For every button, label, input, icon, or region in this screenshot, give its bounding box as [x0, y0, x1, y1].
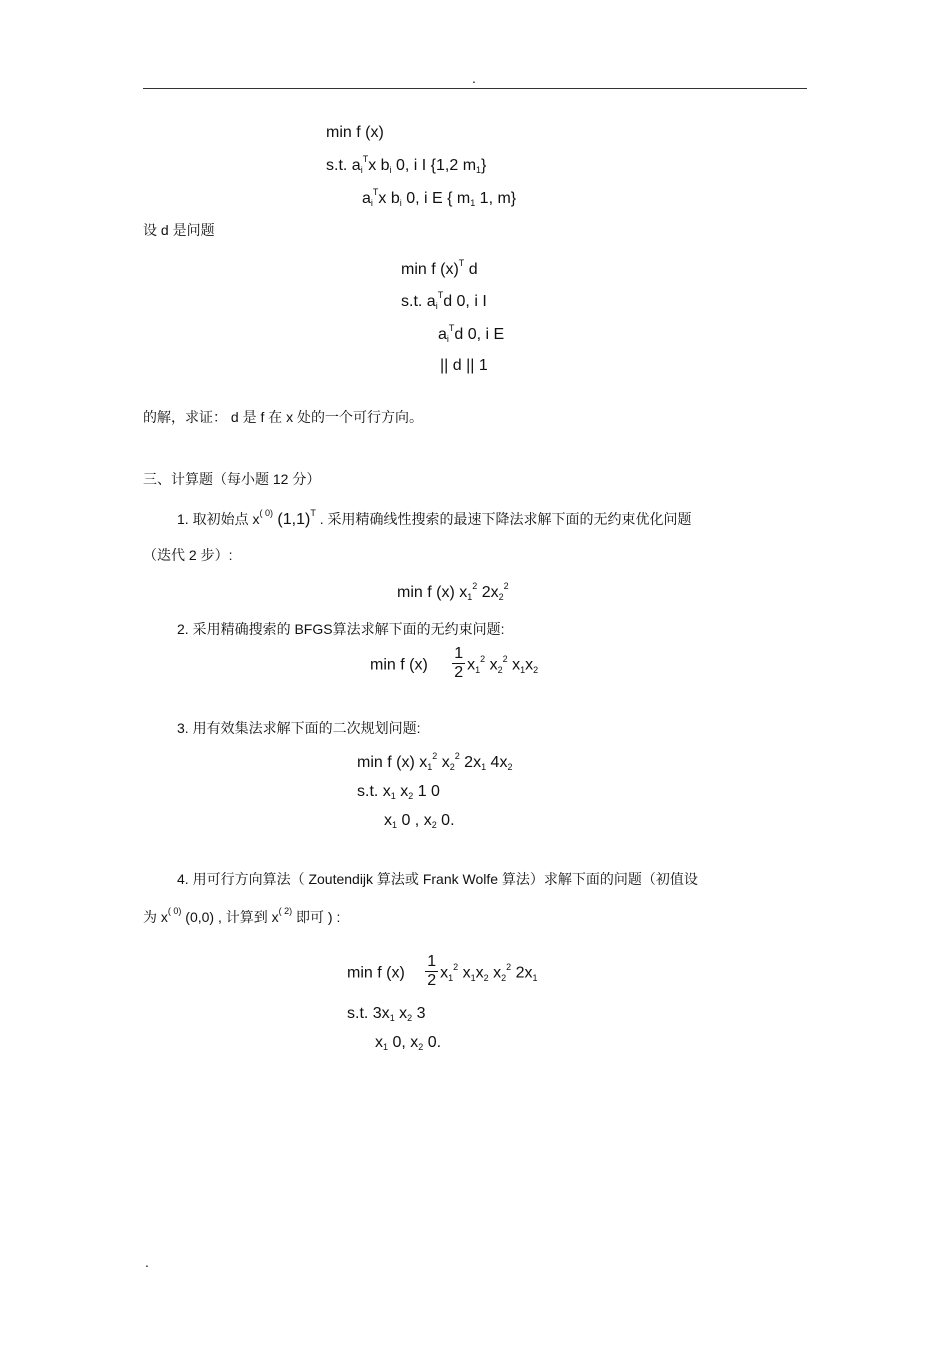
footer-dot: . [145, 1254, 149, 1270]
q4-equation: min f (x) $\frac{1}{2}$ $x_1^2$ $x_1x_2$ $x_2^2$ $2x_1$ [347, 953, 538, 989]
prob2-line2: s.t. $a_i^Td$ 0, i I [401, 290, 487, 311]
prob2-line3: $a_i^Td$ 0, i E [438, 323, 505, 344]
q2-fraction: $\frac{1}{2}$ [454, 645, 464, 681]
q3-line2: s.t. $x_1$ $x_2$ 1 0 [357, 783, 440, 801]
prob1-line2: s.t. $a_i^Tx$ $b_i$ 0, i I {1,2 $m_1$} [326, 154, 487, 175]
section-heading: 三、计算题（每小题 12 分） [143, 471, 321, 487]
q1-text: 1. 取初始点 $x^{( 0)}$ $(1,1)^T$ . 采用精确线性搜索的最速下降法求解下面的无约束优化问题 [177, 508, 692, 528]
prob1-line1: min f (x) [326, 124, 384, 141]
q4-fraction: $\frac{1}{2}$ [427, 953, 437, 989]
q3-line1: min f (x) $x_1^2$ $x_2^2$ $2x_1$ $4x_2$ [357, 751, 513, 772]
prob1-line3: $a_i^Tx$ $b_i$ 0, i E { $m_1$ 1, m} [362, 187, 517, 208]
q4-text-cont: 为 $x^{( 0)}$ (0,0) , 计算到 $x^{( 2)}$ 即可 ) : [143, 906, 341, 925]
q1-equation: min f (x) $x_1^2$ $2x_2^2$ [397, 581, 509, 602]
header-rule [143, 88, 807, 89]
q2-text: 2. 采用精确搜索的 BFGS算法求解下面的无约束问题: [177, 621, 505, 637]
q3-text: 3. 用有效集法求解下面的二次规划问题: [177, 720, 421, 736]
q2-equation: min f (x) $\frac{1}{2}$ $x_1^2$ $x_2^2$ $x_1x_2$ [370, 645, 539, 681]
q3-line3: $x_1$ 0 , $x_2$ 0. [384, 812, 455, 830]
q1-text-cont: （迭代 2 步）: [143, 547, 233, 563]
q4-text: 4. 用可行方向算法（ Zoutendijk 算法或 Frank Wolfe 算法）求解下面的问题（初值设 [177, 871, 698, 887]
header-dot: . [472, 70, 476, 86]
prob2-line4: || d || 1 [440, 357, 488, 374]
q4-line2: s.t. $3x_1$ $x_2$ 3 [347, 1005, 426, 1023]
para-let-d: 设 d 是问题 [143, 222, 215, 238]
q4-line3: $x_1$ 0, $x_2$ 0. [375, 1034, 442, 1052]
prob2-line1: min f $(x)^T$ d [401, 258, 478, 278]
para-prove: 的解，求证： d 是 f 在 x 处的一个可行方向。 [143, 409, 424, 425]
